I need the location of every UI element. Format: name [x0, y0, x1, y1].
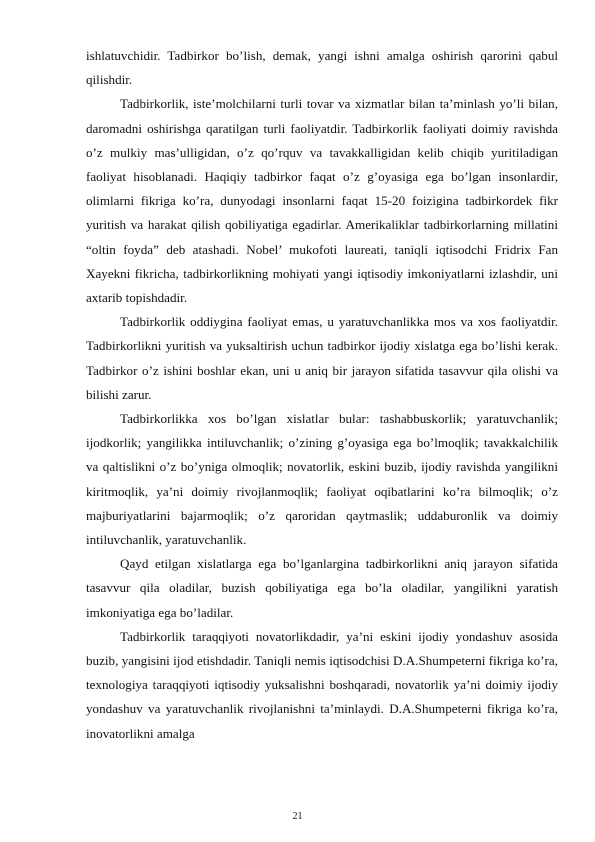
paragraph: Tadbirkorlik oddiygina faoliyat emas, u yaratuvchanlikka mos va xos faoliyatdir. Tadbirkorlikni yuritish va yuksaltirish uchun tadbirkor ijodiy xislatga ega bo’lishi kerak. Tadbirkor o’z ishini boshlar ekan, uni u aniq bir jarayon sifatida tasavvur qila olishi va bilishi zarur. — [86, 314, 558, 402]
page-number: 21 — [292, 811, 303, 822]
body-text — [86, 44, 558, 746]
paragraph: ishlatuvchidir. Tadbirkor bo’lish, demak, yangi ishni amalga oshirish qarorini qabul qilishdir. — [86, 48, 558, 88]
paragraph: Tadbirkorlik taraqqiyoti novatorlikdadir, ya’ni eskini ijodiy yondashuv asosida buzib, yangisini ijod etishdadir. Taniqli nemis iqtisodchisi D.A.Shumpeterni fikriga ko’ra, texnologiya taraqqiyoti iqtisodiy yuksalishni boshqaradi, novatorlik ya’ni doimiy ijodiy yondashuv va yaratuvchanlik rivojlanishni ta’minlaydi. D.A.Shumpeterni fikriga ko’ra, inovatorlikni amalga — [86, 628, 558, 741]
paragraph: Tadbirkorlik, iste’molchilarni turli tovar va xizmatlar bilan ta’minlash yo’li bilan, daromadni oshirishga qaratilgan turli faoliyatdir. Tadbirkorlik faoliyati doimiy ravishda o’z mulkiy mas’ulligidan, o’z qo’rquv va tavakkalligidan kelib chiqib yuritiladigan faoliyat hisoblanadi. Haqiqiy tadbirkor faqat o’z g’oyasiga ega bo’lgan insonlardir, olimlarni fikriga ko’ra, dunyodagi insonlarni faqat 15-20 foizigina tadbirkordek fikr yuritish va harakat qilish qobiliyatiga egadirlar. Amerikaliklar tadbirkorlarning millatini “oltin foyda” deb atashadi. Nobel’ mukofoti laureati, taniqli iqtisodchi Fridrix Fan Xayekni fikricha, tadbirkorlikning mohiyati yangi iqtisodiy imkoniyatlarni izlashdir, uni axtarib topishdadir. — [86, 96, 558, 306]
paragraph: Qayd etilgan xislatlarga ega bo’lganlargina tadbirkorlikni aniq jarayon sifatida tasavvur qila oladilar, buzish qobiliyatiga ega bo’la oladilar, yangilikni yaratish imkoniyatiga ega bo’ladilar. — [86, 556, 558, 620]
paragraph: Tadbirkorlikka xos bo’lgan xislatlar bular: tashabbuskorlik; yaratuvchanlik; ijodkorlik; yangilikka intiluvchanlik; o’zining g’oyasiga ega bo’lmoqlik; tavakkalchilik va qaltislikni o’z bo’yniga olmoqlik; novatorlik, eskini buzib, ijodiy ravishda yangilikni kiritmoqlik, ya’ni doimiy rivojlanmoqlik; faoliyat oqibatlarini ko’ra bilmoqlik; o’z majburiyatlarini bajarmoqlik; o’z qaroridan qaytmaslik; uddaburonlik va doimiy intiluvchanlik, yaratuvchanlik. — [86, 411, 558, 548]
